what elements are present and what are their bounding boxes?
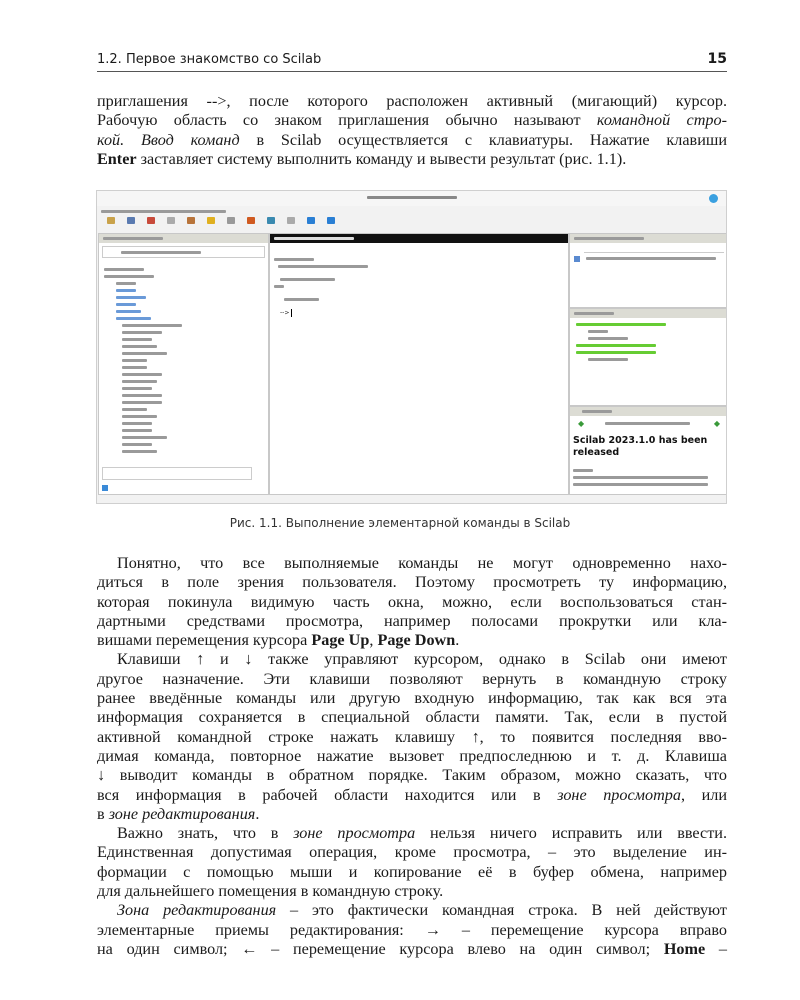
text-run: – — [705, 939, 727, 958]
text-run: ↓ выводит команды в обратном порядке. Таким образом, можно сказать, что — [97, 766, 727, 785]
text-run: командной стро- — [596, 111, 728, 130]
text-line — [97, 111, 727, 130]
text-run: в — [97, 804, 109, 823]
text-run: димая команда, повторное нажатие вызовет предпоследнюю и т. д. Клавиша — [97, 746, 727, 765]
news-headline[interactable]: Scilab 2023.1.0 has been released — [573, 435, 708, 458]
text-run: ранее введённые команды или другую входную информацию, так как вся эта — [97, 689, 727, 708]
text-line — [97, 786, 727, 805]
console-prompt[interactable] — [280, 309, 474, 317]
previous-news-icon[interactable]: ◆ — [578, 419, 585, 428]
text-run: зоне просмотра — [557, 785, 681, 804]
checkbox[interactable] — [102, 485, 108, 491]
console-panel[interactable] — [269, 233, 569, 495]
text-line — [97, 554, 727, 573]
paragraph — [97, 901, 727, 959]
text-run: Единственная допустимая операция, кроме просмотра, – это выделение ин- — [97, 843, 727, 862]
text-line — [97, 921, 727, 940]
text-line — [97, 593, 727, 612]
file-browser-panel[interactable] — [98, 233, 269, 495]
text-run: . — [455, 631, 460, 650]
text-run: . — [255, 804, 260, 823]
variable-browser-panel[interactable] — [569, 233, 727, 308]
news-feed-panel[interactable] — [569, 406, 727, 495]
text-line — [97, 728, 727, 747]
text-run: Enter — [97, 149, 137, 168]
text-run: – это фактически командная строка. В ней действуют — [276, 901, 727, 920]
text-line — [97, 670, 727, 689]
text-line — [97, 747, 727, 766]
page-number: 15 — [707, 51, 727, 67]
section-title: 1.2. Первое знакомство со Scilab — [97, 52, 322, 67]
text-line — [97, 708, 727, 727]
prompt-text: --> — [280, 309, 290, 317]
intro-paragraph — [97, 92, 727, 169]
text-run: которая покинула видимую часть окна, можно, если воспользоваться стан- — [97, 592, 727, 611]
text-line — [97, 843, 727, 862]
text-line — [97, 150, 727, 169]
text-run: Важно знать, что в — [117, 824, 294, 843]
figure-caption: Рис. 1.1. Выполнение элементарной команды в Scilab — [229, 516, 571, 530]
window-titlebar — [97, 191, 726, 206]
text-run: зоне редактирования — [108, 804, 256, 823]
text-run: нельзя ничего исправить или ввести. — [415, 824, 727, 843]
text-run: Рабочую область со знаком приглашения обычно называют — [97, 111, 597, 130]
running-header — [97, 50, 727, 72]
text-line — [97, 650, 727, 669]
body-text — [97, 554, 727, 959]
close-icon — [709, 194, 718, 203]
text-run: , — [369, 631, 378, 650]
text-run: для дальнейшего помещения в командную строку. — [97, 882, 444, 901]
text-run: другое назначение. Эти клавиши позволяют вернуть в командную строку — [97, 669, 727, 688]
paragraph — [97, 650, 727, 824]
text-run: зоне просмотра — [293, 824, 416, 843]
text-line — [97, 612, 727, 631]
text-line — [97, 766, 727, 785]
text-line — [97, 631, 727, 650]
paragraph — [97, 824, 727, 901]
text-run: активной командной строке нажать клавишу ↑, то появится последняя вво- — [97, 727, 727, 746]
text-line — [97, 131, 727, 150]
scilab-screenshot — [96, 190, 727, 504]
text-line — [97, 901, 727, 920]
text-line — [97, 863, 727, 882]
text-run: кой. Ввод команд — [97, 130, 240, 149]
text-run: приглашения -->, после которого расположен активный (мигающий) курсор. — [97, 92, 727, 110]
text-run: дартными средствами просмотра, например полосами прокрутки или кла- — [97, 611, 727, 630]
text-run: формации с помощью мыши и копирование её в буфер обмена, например — [97, 862, 727, 881]
text-cursor — [291, 309, 292, 317]
text-run: заставляет систему выполнить команду и вывести результат (рис. 1.1). — [136, 149, 627, 168]
text-run: Зона редактирования — [117, 901, 277, 920]
text-line — [97, 805, 727, 824]
next-news-icon[interactable]: ◆ — [713, 419, 720, 428]
text-run: Home — [663, 939, 706, 958]
text-run: информация сохраняется в специальной области памяти. Так, если в пустой — [97, 708, 727, 727]
text-line — [97, 689, 727, 708]
text-run: вишами перемещения курсора — [97, 631, 312, 650]
text-run: в Scilab осуществляется с клавиатуры. Нажатие клавиши — [239, 130, 727, 149]
text-run: Понятно, что все выполняемые команды не могут одновременно нахо- — [117, 554, 727, 572]
text-line — [97, 92, 727, 111]
text-run: диться в поле зрения пользователя. Поэтому просмотреть ту информацию, — [97, 573, 727, 592]
command-history-panel[interactable] — [569, 308, 727, 406]
text-run: Клавиши ↑ и ↓ также управляют курсором, однако в Scilab они имеют — [117, 650, 727, 669]
file-filter-input[interactable] — [102, 467, 252, 480]
toolbar — [101, 217, 341, 229]
text-run: , или — [680, 785, 727, 804]
paragraph — [97, 554, 727, 650]
text-line — [97, 573, 727, 592]
text-line — [97, 882, 727, 901]
text-run: вся информация в рабочей области находится или в — [97, 785, 558, 804]
text-run: Page Up — [311, 631, 370, 650]
text-run: на один символ; ← – перемещение курсора влево на один символ; — [97, 939, 664, 958]
text-line — [97, 940, 727, 959]
text-run: Page Down — [377, 631, 456, 650]
text-line — [97, 824, 727, 843]
text-run: элементарные приемы редактирования: → – перемещение курсора вправо — [97, 920, 727, 939]
menu-bar — [101, 206, 226, 216]
